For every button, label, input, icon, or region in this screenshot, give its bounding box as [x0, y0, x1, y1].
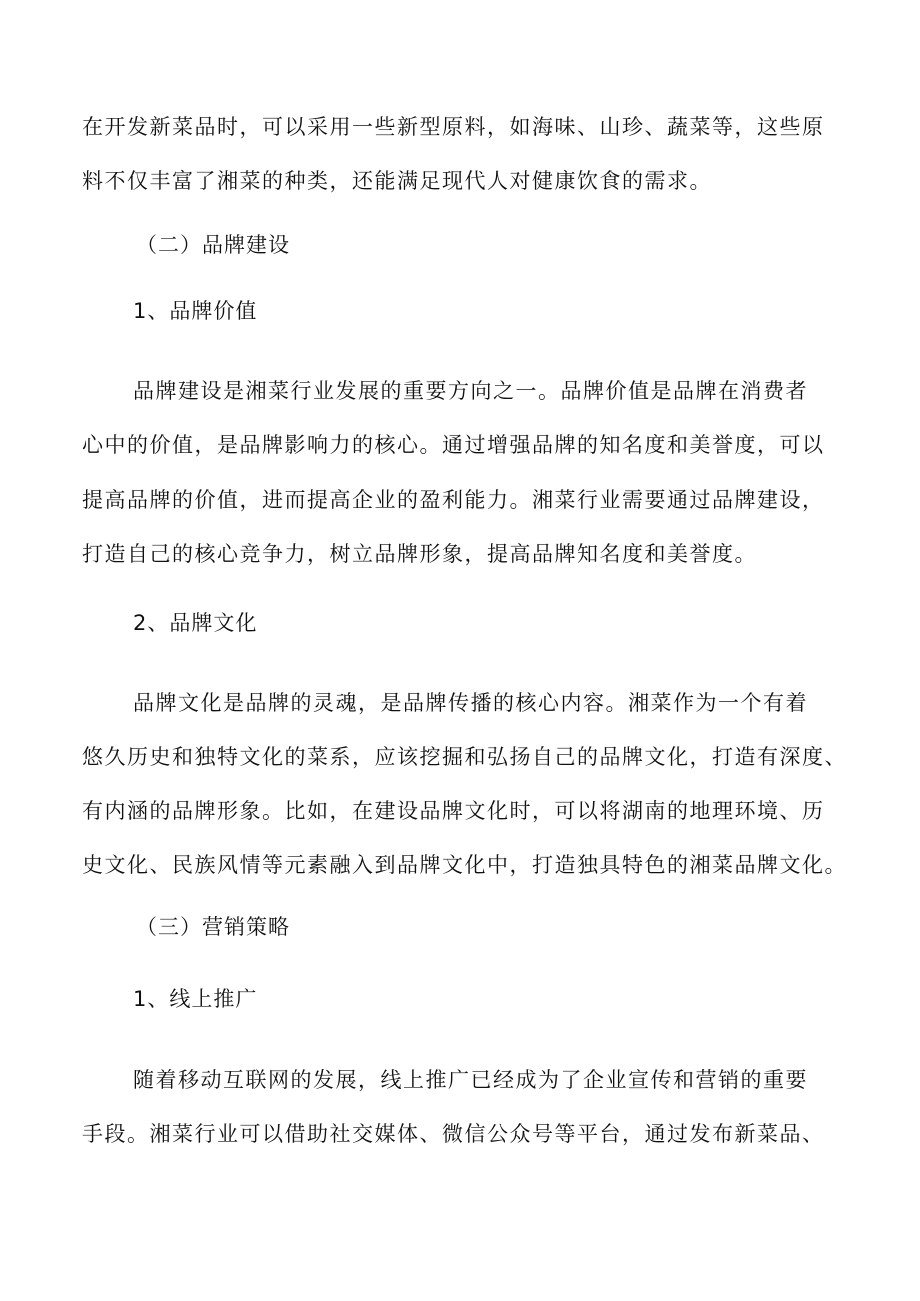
paragraph-line: 手段。湘菜行业可以借助社交媒体、微信公众号等平台，通过发布新菜品、 [82, 1122, 825, 1146]
paragraph-line: 打造自己的核心竞争力，树立品牌形象，提高品牌知名度和美誉度。 [82, 542, 757, 566]
paragraph-line: 史文化、民族风情等元素融入到品牌文化中，打造独具特色的湘菜品牌文化。 [82, 853, 847, 877]
paragraph-line: 品牌文化是品牌的灵魂，是品牌传播的核心内容。湘菜作为一个有着 [133, 691, 808, 715]
subheading-brand-value: 1、品牌价值 [133, 299, 258, 323]
paragraph-line: 悠久历史和独特文化的菜系，应该挖掘和弘扬自己的品牌文化，打造有深度、 [82, 745, 847, 769]
paragraph-line: 品牌建设是湘菜行业发展的重要方向之一。品牌价值是品牌在消费者 [133, 379, 808, 403]
section-heading-marketing: （三）营销策略 [136, 915, 290, 939]
paragraph-line: 料不仅丰富了湘菜的种类，还能满足现代人对健康饮食的需求。 [82, 169, 712, 193]
section-heading-brand-building: （二）品牌建设 [136, 233, 290, 257]
paragraph-line: 提高品牌的价值，进而提高企业的盈利能力。湘菜行业需要通过品牌建设， [82, 488, 825, 512]
paragraph-line: 有内涵的品牌形象。比如，在建设品牌文化时，可以将湖南的地理环境、历 [82, 799, 825, 823]
paragraph-line: 在开发新菜品时，可以采用一些新型原料，如海味、山珍、蔬菜等，这些原 [82, 115, 825, 139]
subheading-brand-culture: 2、品牌文化 [133, 611, 258, 635]
subheading-online-promotion: 1、线上推广 [133, 987, 258, 1011]
paragraph-line: 随着移动互联网的发展，线上推广已经成为了企业宣传和营销的重要 [133, 1068, 808, 1092]
paragraph-line: 心中的价值，是品牌影响力的核心。通过增强品牌的知名度和美誉度，可以 [82, 433, 825, 457]
